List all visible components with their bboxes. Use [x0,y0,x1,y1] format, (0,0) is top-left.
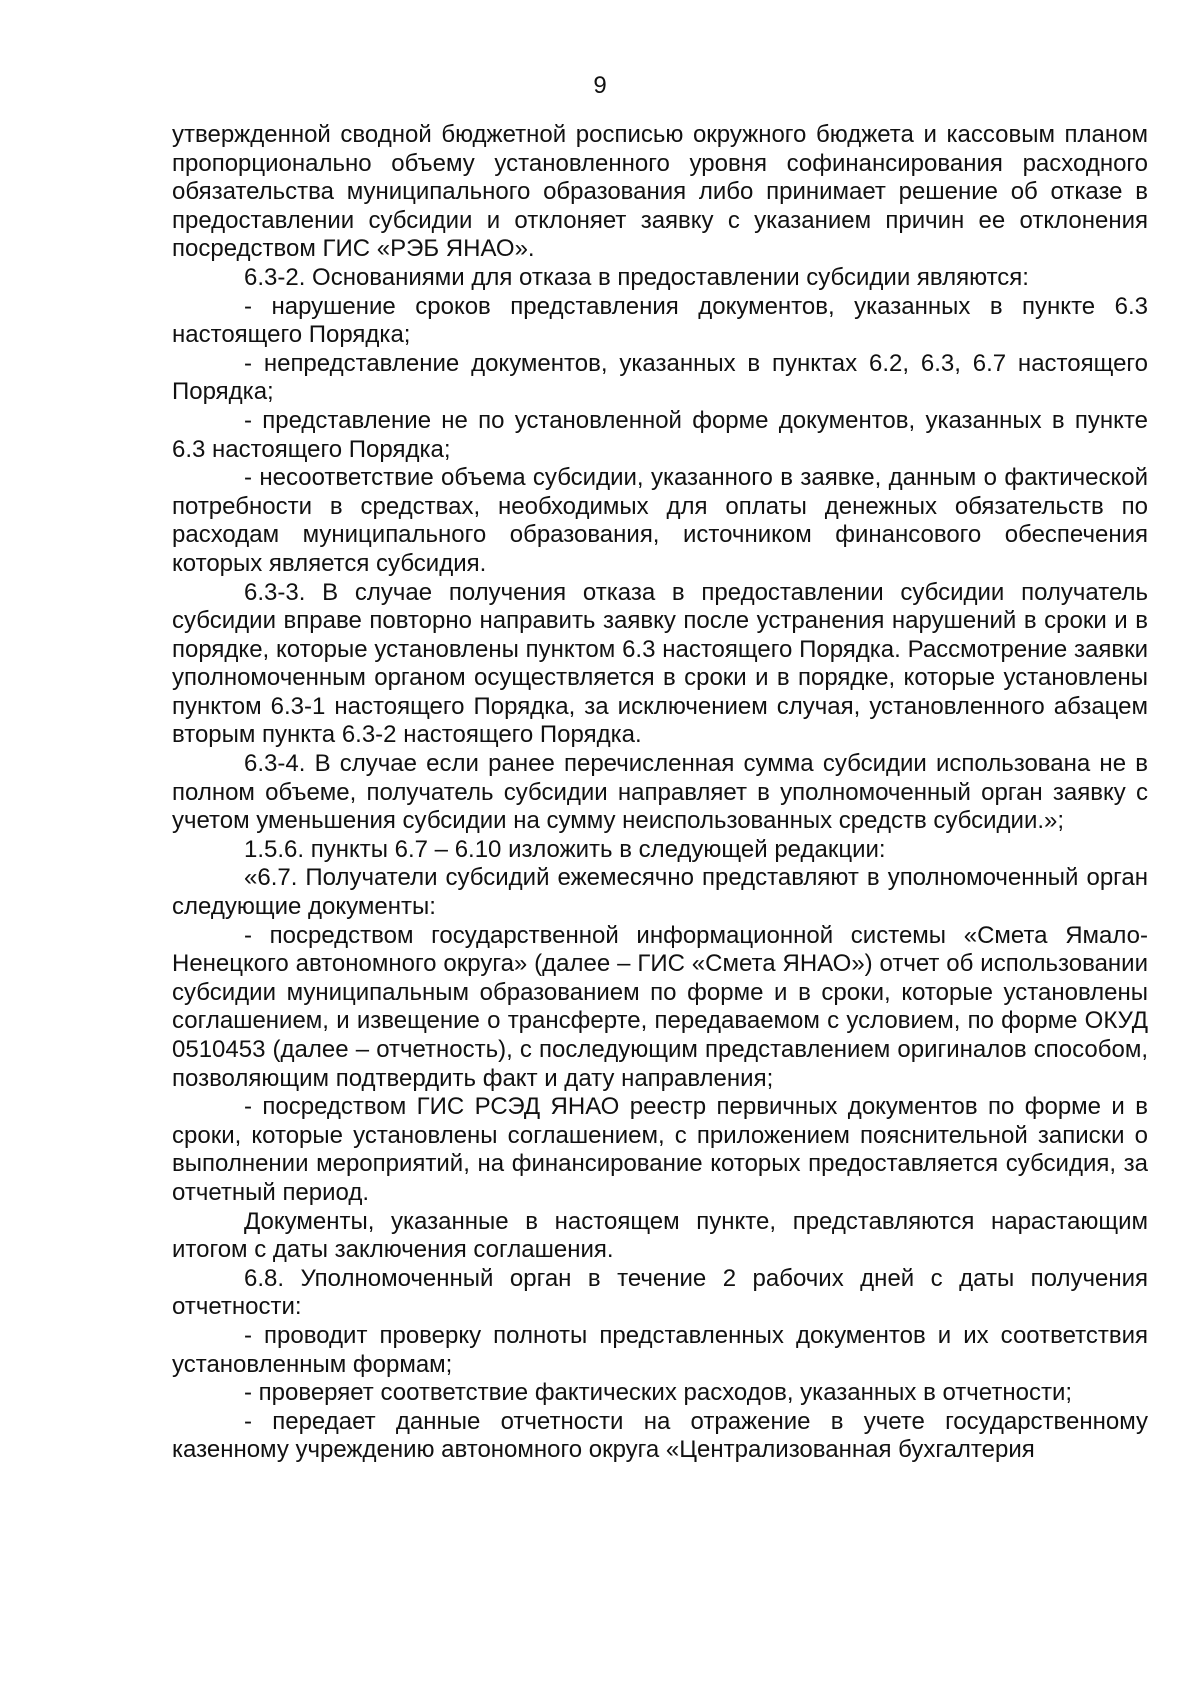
list-item-wrong-form: - представление не по установленной форме документов, указанных в пункте 6.3 настоящего Порядка; [172,406,1148,463]
paragraph-intro-continuation: утвержденной сводной бюджетной росписью окружного бюджета и кассовым планом пропорционально объему установленного уровня софинансирования расходного обязательства муниципального образования либо принимает решение об отказе в предоставлении субсидии и отклоняет заявку с указанием причин ее отклонения посредством ГИС «РЭБ ЯНАО». [172,121,1148,263]
document-body [172,121,1148,1465]
list-item-accounting-transfer: - передает данные отчетности на отражение в учете государственному казенному учреждению автономного округа «Централизованная бухгалтерия [172,1407,1148,1464]
paragraph-6-3-3: 6.3-3. В случае получения отказа в предоставлении субсидии получатель субсидии вправе повторно направить заявку после устранения нарушений в сроки и в порядке, которые установлены пунктом 6.3 настоящего Порядка. Рассмотрение заявки уполномоченным органом осуществляется в сроки и в порядке, которые установлены пунктом 6.3-1 настоящего Порядка, за исключением случая, установленного абзацем вторым пункта 6.3-2 настоящего Порядка. [172,578,1148,749]
page-number: 9 [593,72,607,99]
paragraph-6-3-4: 6.3-4. В случае если ранее перечисленная сумма субсидии использована не в полном объеме, получатель субсидии направляет в уполномоченный орган заявку с учетом уменьшения субсидии на сумму неиспользованных средств субсидии.»; [172,750,1148,835]
paragraph-6-7: «6.7. Получатели субсидий ежемесячно представляют в уполномоченный орган следующие документы: [172,864,1148,921]
paragraph-6-3-2: 6.3-2. Основаниями для отказа в предоставлении субсидии являются: [244,263,1029,291]
list-item-non-submission: - непредставление документов, указанных в пунктах 6.2, 6.3, 6.7 настоящего Порядка; [172,349,1148,406]
paragraph-cumulative-total: Документы, указанные в настоящем пункте, представляются нарастающим итогом с даты заключения соглашения. [172,1207,1148,1264]
list-item-expense-check: - проверяет соответствие фактических расходов, указанных в отчетности; [244,1379,1073,1407]
list-item-rsed-registry: - посредством ГИС РСЭД ЯНАО реестр первичных документов по форме и в сроки, которые установлены соглашением, с приложением пояснительной записки о выполнении мероприятий, на финансирование которых предоставляется субсидия, за отчетный период. [172,1093,1148,1206]
paragraph-6-8: 6.8. Уполномоченный орган в течение 2 рабочих дней с даты получения отчетности: [172,1264,1148,1321]
list-item-deadline-violation: - нарушение сроков представления документов, указанных в пункте 6.3 настоящего Порядка; [172,292,1148,349]
list-item-smeta-report: - посредством государственной информационной системы «Смета Ямало-Ненецкого автономного округа» (далее – ГИС «Смета ЯНАО») отчет об использовании субсидии муниципальным образованием по форме и в сроки, которые установлены соглашением, и извещение о трансферте, передаваемом с условием, по форме ОКУД 0510453 (далее – отчетность), с последующим представлением оригиналов способом, позволяющим подтвердить факт и дату направления; [172,921,1148,1092]
list-item-volume-mismatch: - несоответствие объема субсидии, указанного в заявке, данным о фактической потребности в средствах, необходимых для оплаты денежных обязательств по расходам муниципального образования, источником финансового обеспечения которых является субсидия. [172,464,1148,577]
list-item-completeness-check: - проводит проверку полноты представленных документов и их соответствия установленным формам; [172,1321,1148,1378]
paragraph-1-5-6: 1.5.6. пункты 6.7 – 6.10 изложить в следующей редакции: [244,835,886,863]
